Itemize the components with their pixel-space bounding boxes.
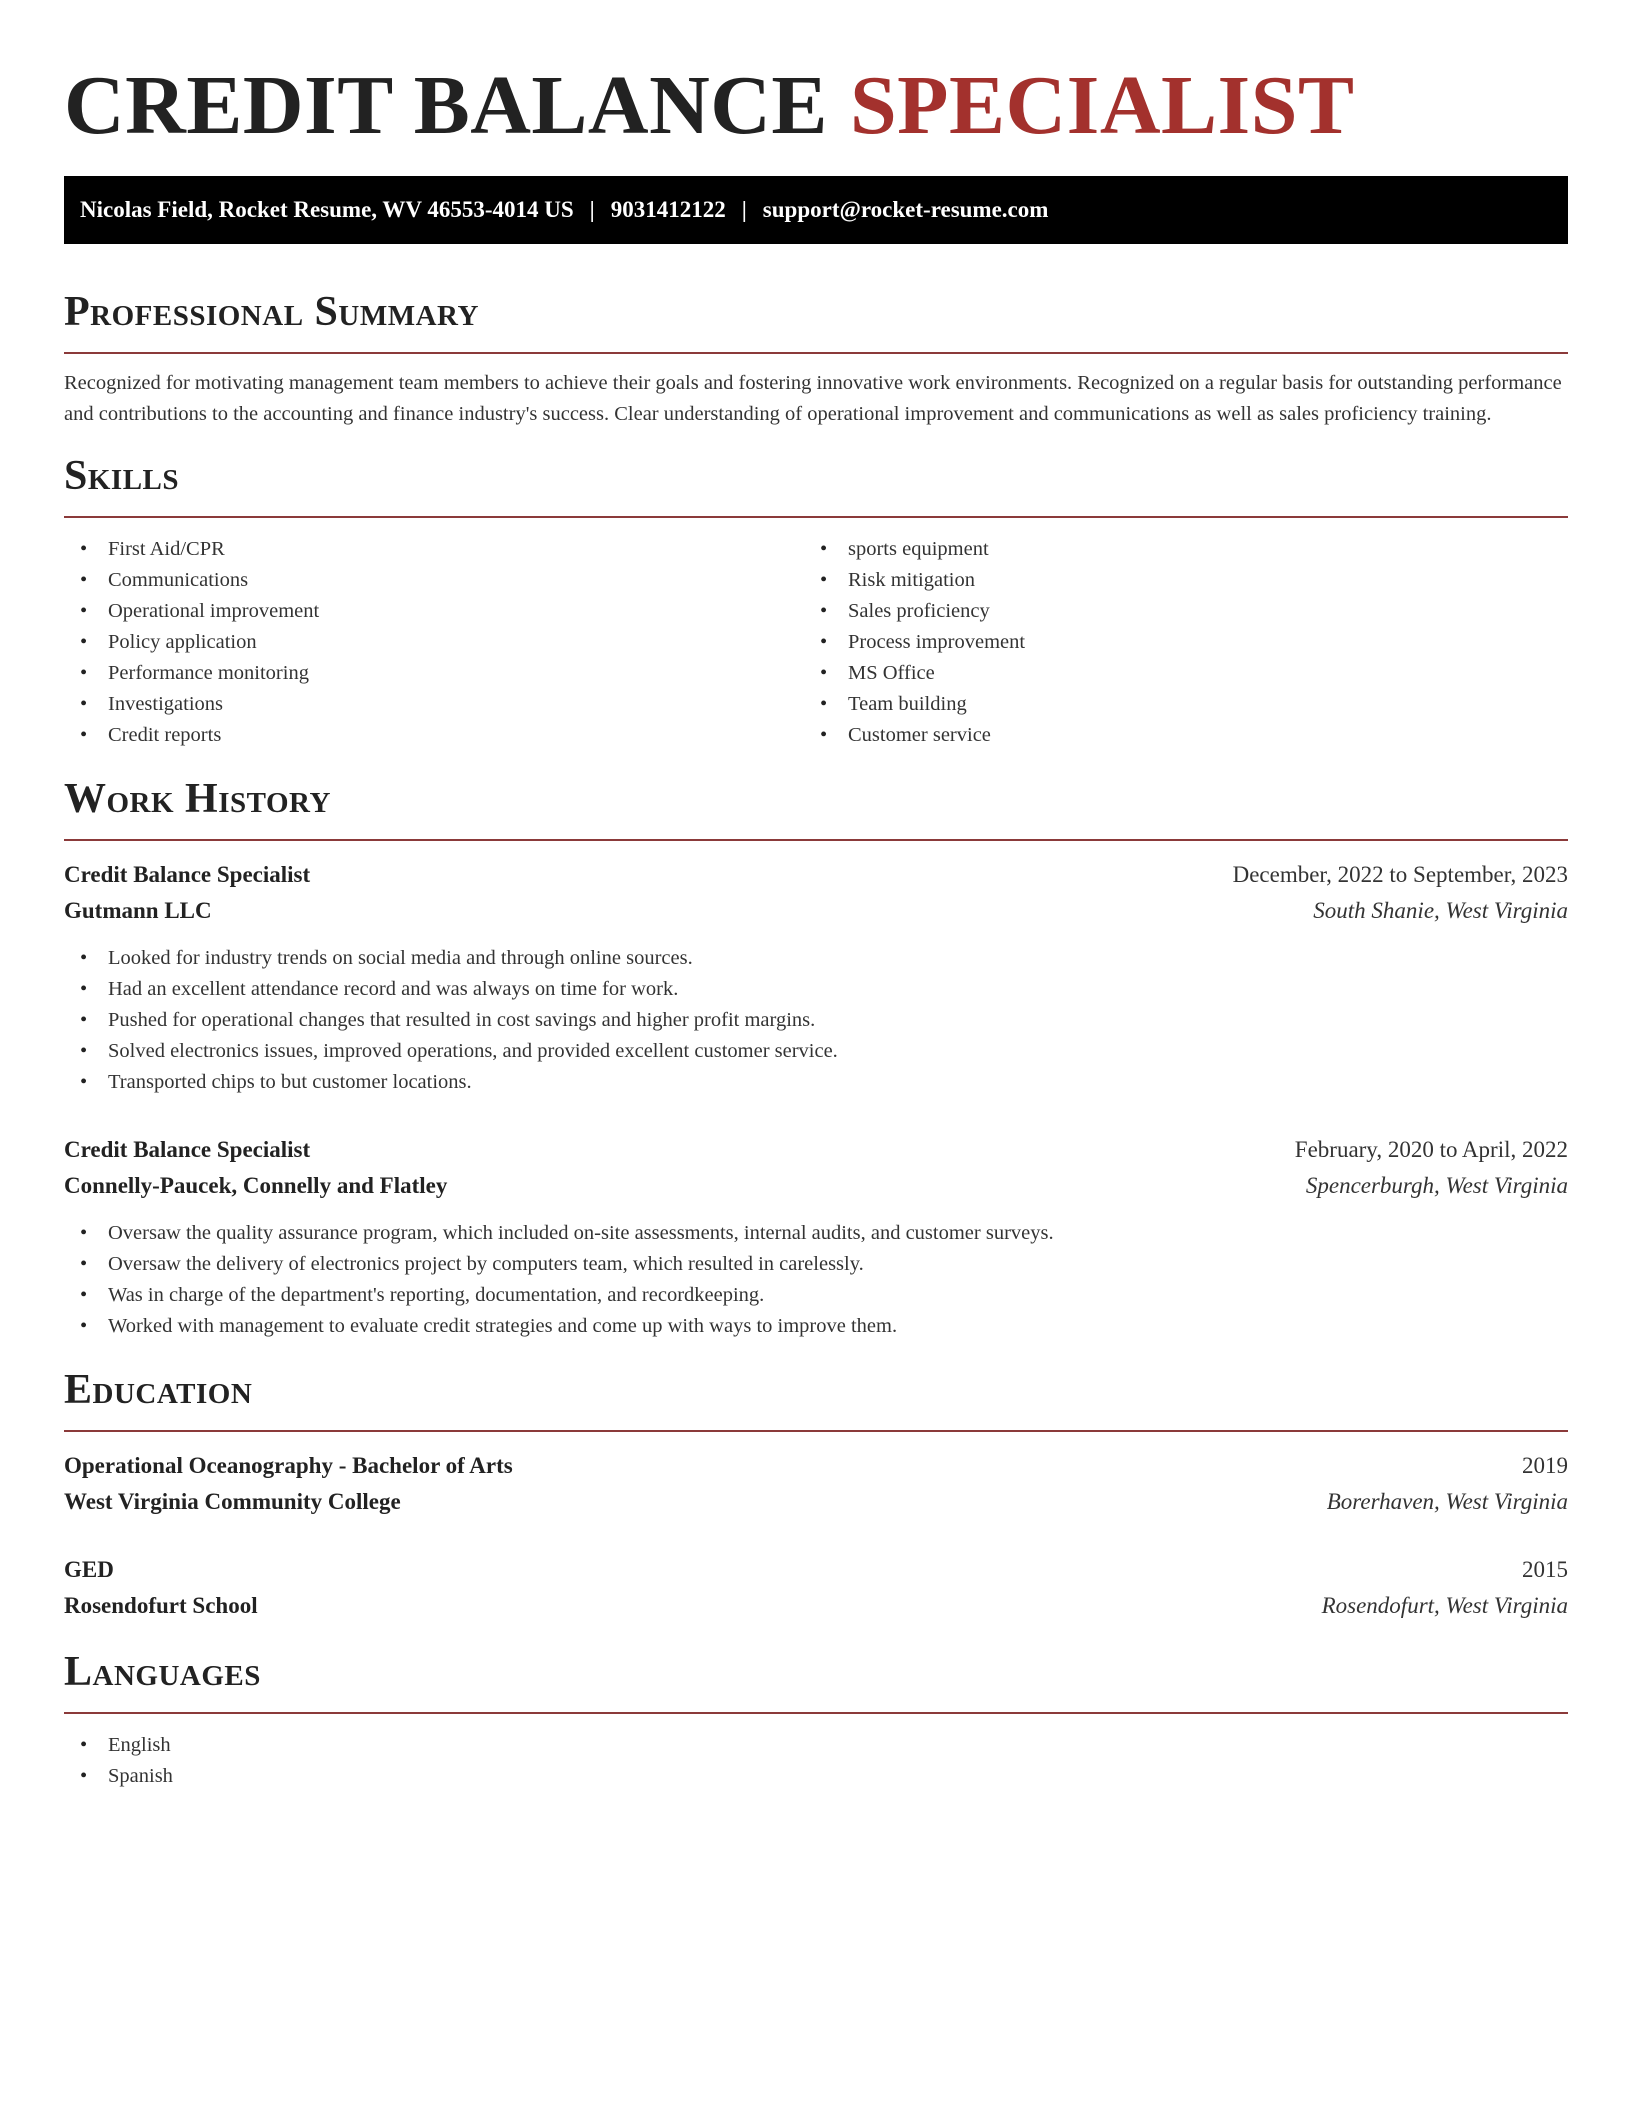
skill-item: • Operational improvement — [64, 596, 804, 627]
education-year: 2015 — [1522, 1557, 1568, 1582]
job-company: Connelly-Paucek, Connelly and Flatley — [64, 1173, 448, 1198]
skill-item: • sports equipment — [804, 534, 1544, 565]
contact-bar — [64, 176, 1568, 244]
skill-item: • Team building — [804, 689, 1544, 720]
education-degree: GED — [64, 1557, 114, 1582]
language-item: • English — [64, 1730, 1568, 1761]
job-dates: December, 2022 to September, 2023 — [1232, 862, 1568, 887]
contact-address: Nicolas Field, Rocket Resume, WV 46553-4014 US — [80, 197, 574, 222]
contact-separator: | — [589, 197, 595, 222]
skill-item: • Process improvement — [804, 627, 1544, 658]
section-heading-education: Education — [64, 1367, 253, 1413]
job-bullet: • Solved electronics issues, improved operations, and provided excellent customer service. — [64, 1036, 1568, 1067]
education-school: Rosendofurt School — [64, 1593, 258, 1618]
education-entry — [64, 1552, 1568, 1624]
job-dates: February, 2020 to April, 2022 — [1294, 1137, 1568, 1162]
job-bullets — [64, 1218, 1568, 1342]
job-bullet: • Worked with management to evaluate credit strategies and come up with ways to improve them. — [64, 1311, 1568, 1342]
section-heading-languages: Languages — [64, 1649, 261, 1695]
resume-page — [64, 0, 1568, 1792]
education-degree: Operational Oceanography - Bachelor of Arts — [64, 1453, 513, 1478]
education-entry — [64, 1448, 1568, 1520]
section-divider — [64, 1430, 1568, 1432]
contact-phone: 9031412122 — [610, 197, 726, 222]
section-divider — [64, 352, 1568, 354]
skill-item: • Performance monitoring — [64, 658, 804, 689]
skill-item: • Risk mitigation — [804, 565, 1544, 596]
job-bullet: • Oversaw the quality assurance program, which included on-site assessments, internal audits, and customer surveys. — [64, 1218, 1568, 1249]
job-title: Credit Balance Specialist — [64, 862, 311, 887]
education-location: Borerhaven, West Virginia — [1326, 1489, 1568, 1514]
job-bullet: • Looked for industry trends on social media and through online sources. — [64, 943, 1568, 974]
skill-item: • Investigations — [64, 689, 804, 720]
language-item: • Spanish — [64, 1761, 1568, 1792]
section-divider — [64, 839, 1568, 841]
job-bullet: • Was in charge of the department's reporting, documentation, and recordkeeping. — [64, 1280, 1568, 1311]
section-heading-work-history: Work History — [64, 776, 331, 822]
contact-separator: | — [741, 197, 747, 222]
skill-item: • Customer service — [804, 720, 1544, 751]
skills-column-right — [804, 534, 1544, 751]
job-entry — [64, 857, 1568, 1098]
resume-title — [64, 0, 1568, 156]
job-company-row — [64, 1168, 1568, 1204]
education-section — [64, 1364, 1568, 1624]
skills-section — [64, 450, 1568, 751]
job-company: Gutmann LLC — [64, 898, 212, 923]
title-part-1: CREDIT BALANCE — [64, 59, 828, 152]
section-heading-summary: Professional Summary — [64, 289, 479, 335]
skill-item: • Communications — [64, 565, 804, 596]
title-part-2: SPECIALIST — [849, 59, 1355, 152]
job-entry — [64, 1132, 1568, 1342]
skill-item: • Credit reports — [64, 720, 804, 751]
languages-list — [64, 1730, 1568, 1792]
job-bullet: • Had an excellent attendance record and was always on time for work. — [64, 974, 1568, 1005]
job-location: South Shanie, West Virginia — [1313, 898, 1568, 923]
summary-text: Recognized for motivating management team members to achieve their goals and fostering innovative work environments. Recognized on a regular basis for outstanding performance and contributions to the accounting and finance industry's success. Clear understanding of operational improvement and communications as well as sales proficiency training. — [64, 372, 1562, 425]
job-bullet: • Pushed for operational changes that resulted in cost savings and higher profit margins. — [64, 1005, 1568, 1036]
education-school-row — [64, 1588, 1568, 1624]
job-title: Credit Balance Specialist — [64, 1137, 311, 1162]
education-school: West Virginia Community College — [64, 1489, 401, 1514]
skill-item: • Policy application — [64, 627, 804, 658]
work-history-section — [64, 773, 1568, 1342]
education-degree-row — [64, 1552, 1568, 1588]
skills-grid — [64, 534, 1568, 751]
languages-section — [64, 1646, 1568, 1792]
skills-column-left — [64, 534, 804, 751]
job-bullet: • Oversaw the delivery of electronics project by computers team, which resulted in carelessly. — [64, 1249, 1568, 1280]
contact-email: support@rocket-resume.com — [762, 197, 1049, 222]
education-school-row — [64, 1484, 1568, 1520]
summary-section — [64, 286, 1568, 430]
job-bullets — [64, 943, 1568, 1098]
job-bullet: • Transported chips to but customer locations. — [64, 1067, 1568, 1098]
job-header-row — [64, 1132, 1568, 1168]
skill-item: • Sales proficiency — [804, 596, 1544, 627]
skill-item: • MS Office — [804, 658, 1544, 689]
section-divider — [64, 1712, 1568, 1714]
job-company-row — [64, 893, 1568, 929]
education-year: 2019 — [1522, 1453, 1568, 1478]
job-header-row — [64, 857, 1568, 893]
job-location: Spencerburgh, West Virginia — [1305, 1173, 1568, 1198]
section-divider — [64, 516, 1568, 518]
section-heading-skills: Skills — [64, 453, 180, 499]
education-degree-row — [64, 1448, 1568, 1484]
skill-item: • First Aid/CPR — [64, 534, 804, 565]
education-location: Rosendofurt, West Virginia — [1321, 1593, 1568, 1618]
